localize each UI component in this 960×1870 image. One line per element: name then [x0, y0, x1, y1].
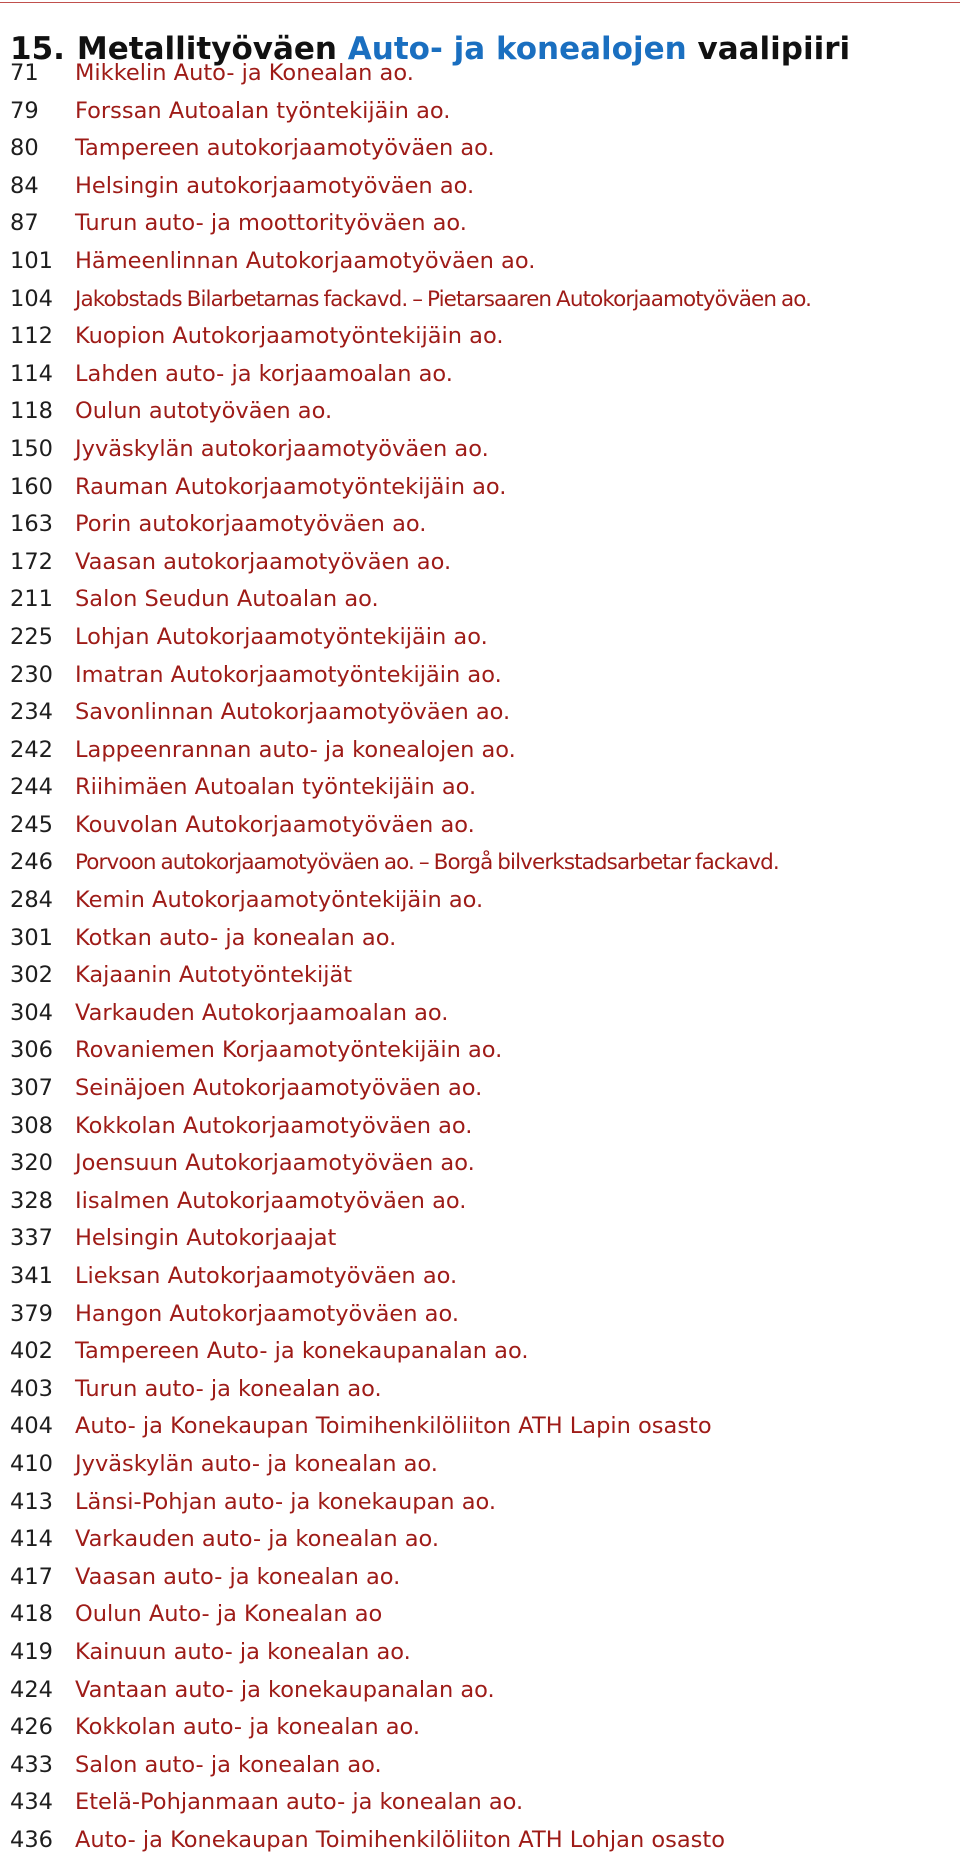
branch-code: 244: [10, 774, 53, 801]
branch-name: Oulun autotyöväen ao.: [75, 398, 333, 425]
list-item: [0, 168, 960, 206]
list-item: [0, 1070, 960, 1108]
list-item: [0, 1822, 960, 1860]
branch-name: Tampereen Auto- ja konekaupanalan ao.: [75, 1338, 529, 1365]
list-item: [0, 1747, 960, 1785]
branch-code: 160: [10, 473, 53, 500]
list-item: [0, 920, 960, 958]
title-suffix: vaalipiiri: [697, 30, 851, 67]
branch-code: 71: [10, 60, 39, 86]
list-item: [0, 694, 960, 732]
branch-name: Lappeenrannan auto- ja konealojen ao.: [75, 736, 516, 763]
list-item: [0, 1634, 960, 1672]
branch-code: 414: [10, 1526, 53, 1553]
branch-name: Etelä-Pohjanmaan auto- ja konealan ao.: [75, 1789, 524, 1816]
branch-name: Oulun Auto- ja Konealan ao: [75, 1601, 383, 1628]
branch-code: 307: [10, 1075, 53, 1102]
branch-code: 163: [10, 511, 53, 538]
list-item: [0, 544, 960, 582]
list-item: [0, 1258, 960, 1296]
list-item: [0, 205, 960, 243]
branch-name: Riihimäen Autoalan työntekijäin ao.: [75, 774, 477, 801]
branch-name: Varkauden auto- ja konealan ao.: [75, 1526, 440, 1553]
list-item: [0, 281, 960, 319]
list-item: [0, 619, 960, 657]
branch-code: 101: [10, 247, 53, 274]
branch-code: 301: [10, 924, 53, 951]
list-item: [0, 1108, 960, 1146]
branch-name: Tampereen autokorjaamotyöväen ao.: [75, 135, 495, 162]
branch-code: 304: [10, 999, 53, 1026]
branch-code: 434: [10, 1789, 53, 1816]
branch-code: 84: [10, 172, 39, 199]
branch-code: 419: [10, 1638, 53, 1665]
branch-name: Salon auto- ja konealan ao.: [75, 1751, 382, 1778]
list-item: [0, 1596, 960, 1634]
branch-code: 418: [10, 1601, 53, 1628]
branch-name: Vaasan autokorjaamotyöväen ao.: [75, 548, 452, 575]
branch-code: 433: [10, 1751, 53, 1778]
branch-name: Vantaan auto- ja konekaupanalan ao.: [75, 1676, 495, 1703]
branch-name: Porvoon autokorjaamotyöväen ao. – Borgå bilverkstadsarbetar fackavd.: [75, 850, 779, 876]
branch-name: Forssan Autoalan työntekijäin ao.: [75, 97, 451, 124]
branch-code: 104: [10, 285, 53, 312]
branch-name: Turun auto- ja moottorityöväen ao.: [75, 210, 467, 237]
branch-code: 341: [10, 1263, 53, 1289]
list-item: [0, 1296, 960, 1334]
branch-name: Lohjan Autokorjaamotyöntekijäin ao.: [75, 623, 488, 650]
list-item: [0, 1446, 960, 1484]
list-item: [0, 732, 960, 770]
list-item: [0, 1672, 960, 1710]
list-item: [0, 130, 960, 168]
list-item: [0, 243, 960, 281]
branch-code: 225: [10, 623, 53, 650]
list-item: [0, 1784, 960, 1822]
branch-name: Salon Seudun Autoalan ao.: [75, 586, 379, 613]
branch-code: 403: [10, 1375, 53, 1402]
branch-code: 87: [10, 210, 39, 237]
list-item: [0, 318, 960, 356]
branch-name: Vaasan auto- ja konealan ao.: [75, 1563, 401, 1590]
branch-code: 402: [10, 1338, 53, 1365]
branch-name: Kouvolan Autokorjaamotyöväen ao.: [75, 811, 475, 838]
branch-name: Auto- ja Konekaupan Toimihenkilöliiton ATH Lapin osasto: [75, 1413, 712, 1440]
branch-code: 230: [10, 661, 53, 688]
branch-code: 114: [10, 360, 53, 387]
branch-name: Helsingin Autokorjaajat: [75, 1225, 337, 1252]
list-item: [0, 431, 960, 469]
branch-name: Kainuun auto- ja konealan ao.: [75, 1638, 411, 1665]
branch-code: 80: [10, 135, 39, 162]
branch-code: 337: [10, 1225, 53, 1252]
branch-name: Hangon Autokorjaamotyöväen ao.: [75, 1300, 459, 1327]
branch-code: 246: [10, 849, 53, 876]
branch-name: Iisalmen Autokorjaamotyöväen ao.: [75, 1187, 467, 1214]
list-item: [0, 1484, 960, 1522]
list-item: [0, 1559, 960, 1597]
branch-code: 328: [10, 1187, 53, 1214]
branch-code: 424: [10, 1676, 53, 1703]
branch-code: 320: [10, 1150, 53, 1177]
list-item: [0, 1183, 960, 1221]
list-item: [0, 1408, 960, 1446]
branch-name: Auto- ja Konekaupan Toimihenkilöliiton ATH Lohjan osasto: [75, 1826, 725, 1853]
list-item: [0, 1371, 960, 1409]
branch-name: Mikkelin Auto- ja Konealan ao.: [75, 60, 414, 86]
branch-name: Helsingin autokorjaamotyöväen ao.: [75, 172, 475, 199]
list-item: [0, 957, 960, 995]
title-prefix: Metallityöväen: [76, 30, 337, 67]
list-item: [0, 995, 960, 1033]
branch-code: 302: [10, 962, 53, 989]
branch-name: Kotkan auto- ja konealan ao.: [75, 924, 397, 951]
top-rule: [0, 2, 960, 3]
title-accent: Auto- ja konealojen: [347, 30, 687, 67]
branch-name: Lieksan Autokorjaamotyöväen ao.: [75, 1263, 458, 1289]
list-item: [0, 393, 960, 431]
branch-list: [0, 55, 960, 1860]
branch-name: Länsi-Pohjan auto- ja konekaupan ao.: [75, 1488, 497, 1515]
branch-name: Porin autokorjaamotyöväen ao.: [75, 511, 427, 538]
branch-name: Imatran Autokorjaamotyöntekijäin ao.: [75, 661, 502, 688]
branch-code: 112: [10, 323, 53, 350]
list-item: [0, 807, 960, 845]
branch-name: Kokkolan auto- ja konealan ao.: [75, 1714, 421, 1741]
branch-code: 410: [10, 1450, 53, 1477]
section-number: 15.: [10, 30, 65, 67]
list-item: [0, 769, 960, 807]
branch-code: 284: [10, 887, 53, 914]
branch-name: Savonlinnan Autokorjaamotyöväen ao.: [75, 699, 511, 726]
branch-name: Joensuun Autokorjaamotyöväen ao.: [75, 1150, 475, 1177]
list-item: [0, 882, 960, 920]
branch-code: 150: [10, 435, 53, 462]
branch-code: 426: [10, 1714, 53, 1741]
list-item: [0, 93, 960, 131]
branch-code: 379: [10, 1300, 53, 1327]
list-item: [0, 55, 960, 93]
branch-code: 211: [10, 586, 53, 613]
branch-code: 306: [10, 1037, 53, 1064]
branch-code: 172: [10, 548, 53, 575]
list-item: [0, 469, 960, 507]
list-item: [0, 506, 960, 544]
branch-name: Varkauden Autokorjaamoalan ao.: [75, 999, 449, 1026]
branch-name: Jyväskylän autokorjaamotyöväen ao.: [75, 435, 489, 462]
branch-code: 242: [10, 736, 53, 763]
branch-name: Seinäjoen Autokorjaamotyöväen ao.: [75, 1075, 483, 1102]
list-item: [0, 1333, 960, 1371]
list-item: [0, 581, 960, 619]
list-item: [0, 1521, 960, 1559]
list-item: [0, 1032, 960, 1070]
branch-name: Jakobstads Bilarbetarnas fackavd. – Pietarsaaren Autokorjaamotyöväen ao.: [75, 286, 812, 312]
list-item: [0, 657, 960, 695]
branch-name: Kuopion Autokorjaamotyöntekijäin ao.: [75, 323, 504, 350]
branch-name: Kemin Autokorjaamotyöntekijäin ao.: [75, 887, 484, 914]
branch-code: 79: [10, 97, 39, 124]
branch-code: 234: [10, 699, 53, 726]
branch-name: Kokkolan Autokorjaamotyöväen ao.: [75, 1112, 473, 1139]
branch-code: 308: [10, 1112, 53, 1139]
list-item: [0, 356, 960, 394]
branch-name: Turun auto- ja konealan ao.: [75, 1375, 382, 1402]
branch-name: Jyväskylän auto- ja konealan ao.: [75, 1450, 438, 1477]
branch-name: Lahden auto- ja korjaamoalan ao.: [75, 360, 453, 387]
branch-name: Rauman Autokorjaamotyöntekijäin ao.: [75, 473, 507, 500]
branch-code: 413: [10, 1488, 53, 1515]
list-item: [0, 1145, 960, 1183]
branch-code: 436: [10, 1826, 53, 1853]
branch-name: Hämeenlinnan Autokorjaamotyöväen ao.: [75, 247, 536, 274]
list-item: [0, 1220, 960, 1258]
list-item: [0, 844, 960, 882]
branch-code: 404: [10, 1413, 53, 1440]
list-item: [0, 1709, 960, 1747]
branch-name: Rovaniemen Korjaamotyöntekijäin ao.: [75, 1037, 503, 1064]
branch-name: Kajaanin Autotyöntekijät: [75, 962, 353, 989]
branch-code: 417: [10, 1563, 53, 1590]
branch-code: 118: [10, 398, 53, 425]
branch-code: 245: [10, 811, 53, 838]
